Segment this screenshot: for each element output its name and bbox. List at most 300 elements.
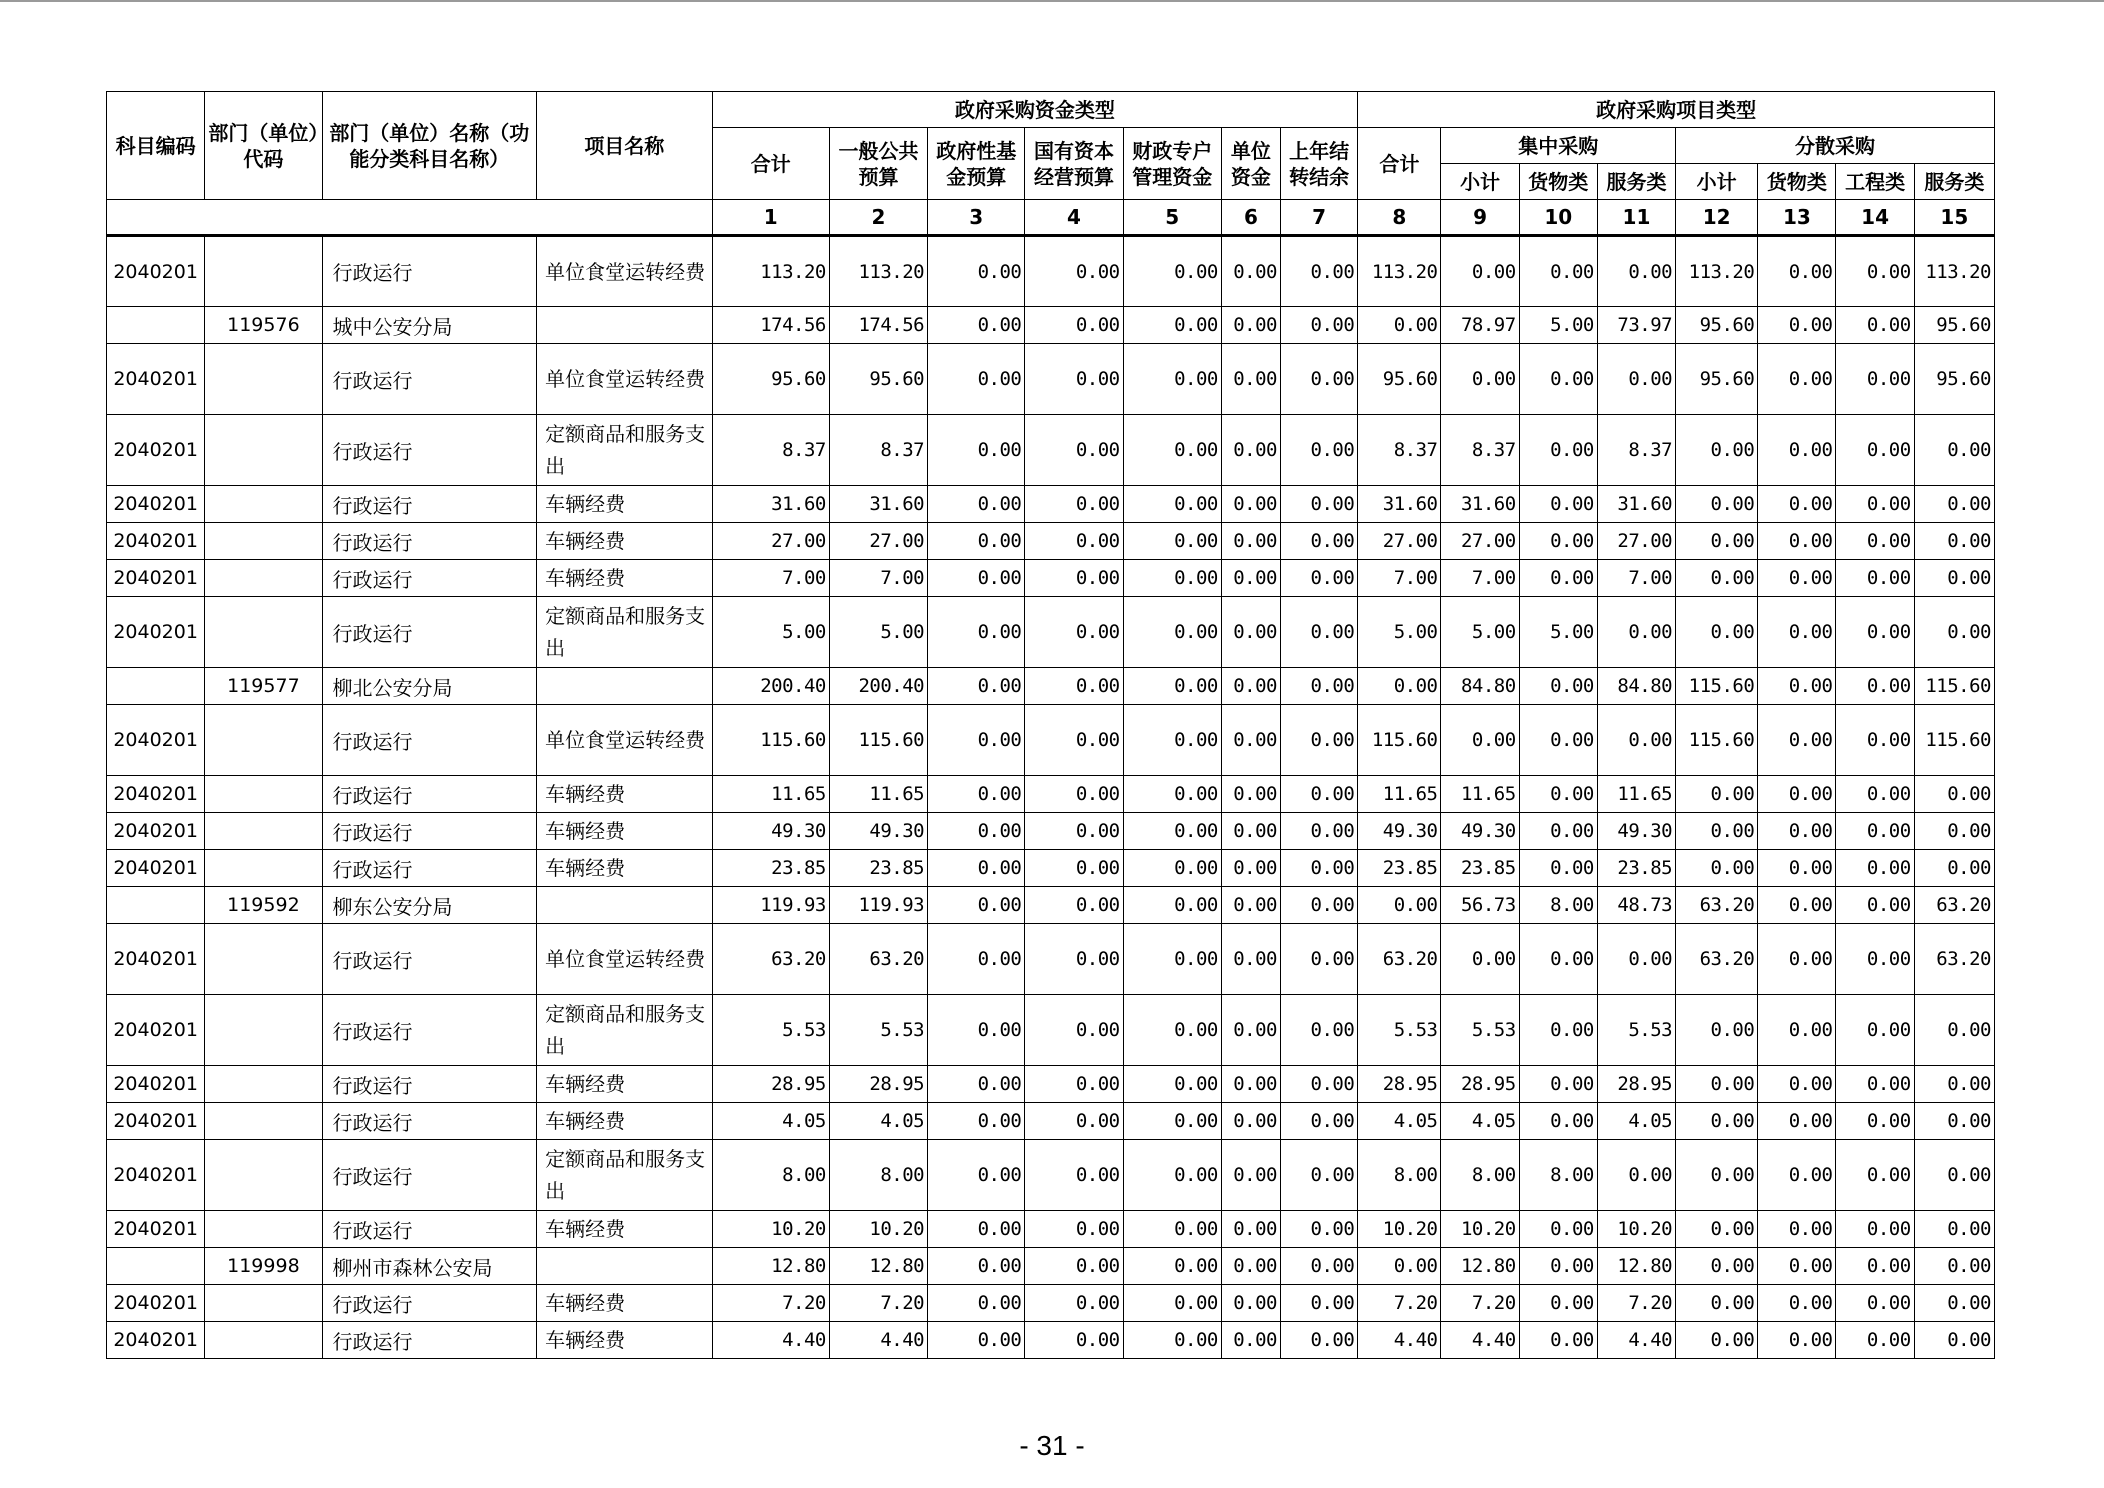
header-fund-col: 合计 <box>712 128 829 200</box>
amount-cell: 23.85 <box>1441 850 1519 887</box>
amount-cell: 0.00 <box>1758 486 1836 523</box>
column-index-cell: 8 <box>1358 200 1441 236</box>
amount-cell: 0.00 <box>1914 776 1994 813</box>
amount-cell: 0.00 <box>1836 1066 1914 1103</box>
dept-name-cell: 柳东公安分局 <box>322 887 537 924</box>
subject-code-cell: 2040201 <box>107 1140 205 1211</box>
header-central-procurement: 集中采购 <box>1441 128 1676 164</box>
amount-cell: 0.00 <box>1914 415 1994 486</box>
amount-cell: 0.00 <box>1221 486 1280 523</box>
amount-cell: 0.00 <box>1836 776 1914 813</box>
subject-code-cell: 2040201 <box>107 597 205 668</box>
header-project-name: 项目名称 <box>537 92 712 200</box>
header-dispersed-col: 服务类 <box>1914 164 1994 200</box>
dept-name-cell: 行政运行 <box>322 813 537 850</box>
amount-cell: 0.00 <box>1123 1103 1221 1140</box>
table-row <box>107 668 1995 705</box>
amount-cell: 0.00 <box>1123 850 1221 887</box>
amount-cell: 0.00 <box>1221 415 1280 486</box>
dept-code-cell <box>205 236 322 307</box>
amount-cell: 0.00 <box>1519 560 1597 597</box>
amount-cell: 0.00 <box>1025 1103 1123 1140</box>
amount-cell: 0.00 <box>1025 813 1123 850</box>
dept-code-cell: 119998 <box>205 1248 322 1285</box>
amount-cell: 0.00 <box>1836 1285 1914 1322</box>
dept-name-cell: 城中公安分局 <box>322 307 537 344</box>
dept-name-cell: 行政运行 <box>322 850 537 887</box>
amount-cell: 27.00 <box>712 523 829 560</box>
amount-cell: 0.00 <box>1758 887 1836 924</box>
amount-cell: 31.60 <box>1358 486 1441 523</box>
column-index-row <box>107 200 1995 236</box>
amount-cell: 0.00 <box>1597 597 1675 668</box>
amount-cell: 0.00 <box>1123 924 1221 995</box>
amount-cell: 0.00 <box>1836 307 1914 344</box>
amount-cell: 0.00 <box>1597 236 1675 307</box>
project-name-cell: 车辆经费 <box>537 560 712 597</box>
header-dispersed-col: 货物类 <box>1758 164 1836 200</box>
amount-cell: 7.00 <box>1441 560 1519 597</box>
amount-cell: 0.00 <box>1280 705 1357 776</box>
dept-code-cell <box>205 1322 322 1359</box>
amount-cell: 0.00 <box>1280 523 1357 560</box>
amount-cell: 7.00 <box>1597 560 1675 597</box>
amount-cell: 0.00 <box>1519 523 1597 560</box>
subject-code-cell <box>107 668 205 705</box>
amount-cell: 28.95 <box>1358 1066 1441 1103</box>
column-index-cell: 4 <box>1025 200 1123 236</box>
amount-cell: 0.00 <box>1221 995 1280 1066</box>
amount-cell: 7.20 <box>712 1285 829 1322</box>
project-name-cell: 车辆经费 <box>537 776 712 813</box>
project-name-cell: 车辆经费 <box>537 850 712 887</box>
dept-name-cell: 行政运行 <box>322 1285 537 1322</box>
project-name-cell: 单位食堂运转经费 <box>537 705 712 776</box>
amount-cell: 0.00 <box>928 1140 1025 1211</box>
amount-cell: 0.00 <box>1836 486 1914 523</box>
amount-cell: 0.00 <box>1758 1066 1836 1103</box>
dept-name-cell: 行政运行 <box>322 705 537 776</box>
project-name-cell: 车辆经费 <box>537 1211 712 1248</box>
dept-code-cell <box>205 850 322 887</box>
amount-cell: 12.80 <box>1441 1248 1519 1285</box>
amount-cell: 23.85 <box>712 850 829 887</box>
amount-cell: 0.00 <box>1123 813 1221 850</box>
column-index-cell: 2 <box>829 200 927 236</box>
amount-cell: 0.00 <box>1676 415 1758 486</box>
amount-cell: 0.00 <box>1123 995 1221 1066</box>
amount-cell: 115.60 <box>829 705 927 776</box>
project-name-cell: 车辆经费 <box>537 1066 712 1103</box>
amount-cell: 0.00 <box>1221 236 1280 307</box>
amount-cell: 0.00 <box>928 1285 1025 1322</box>
amount-cell: 0.00 <box>1758 813 1836 850</box>
amount-cell: 5.00 <box>829 597 927 668</box>
amount-cell: 5.00 <box>1519 307 1597 344</box>
amount-cell: 0.00 <box>1836 1140 1914 1211</box>
subject-code-cell: 2040201 <box>107 486 205 523</box>
header-fund-col: 上年结转结余 <box>1280 128 1357 200</box>
dept-code-cell <box>205 523 322 560</box>
amount-cell: 7.00 <box>712 560 829 597</box>
dept-code-cell <box>205 813 322 850</box>
amount-cell: 73.97 <box>1597 307 1675 344</box>
dept-name-cell: 行政运行 <box>322 1140 537 1211</box>
project-name-cell <box>537 668 712 705</box>
subject-code-cell <box>107 307 205 344</box>
amount-cell: 63.20 <box>1676 924 1758 995</box>
amount-cell: 0.00 <box>1025 523 1123 560</box>
amount-cell: 56.73 <box>1441 887 1519 924</box>
project-name-cell: 车辆经费 <box>537 523 712 560</box>
amount-cell: 0.00 <box>1025 597 1123 668</box>
subject-code-cell: 2040201 <box>107 1285 205 1322</box>
table-row <box>107 813 1995 850</box>
amount-cell: 27.00 <box>1441 523 1519 560</box>
amount-cell: 63.20 <box>712 924 829 995</box>
amount-cell: 8.00 <box>1358 1140 1441 1211</box>
amount-cell: 10.20 <box>1441 1211 1519 1248</box>
project-name-cell: 车辆经费 <box>537 1103 712 1140</box>
amount-cell: 0.00 <box>1758 776 1836 813</box>
amount-cell: 0.00 <box>928 850 1025 887</box>
amount-cell: 0.00 <box>1221 597 1280 668</box>
amount-cell: 0.00 <box>1676 995 1758 1066</box>
dept-name-cell: 行政运行 <box>322 924 537 995</box>
amount-cell: 0.00 <box>1914 813 1994 850</box>
amount-cell: 0.00 <box>1221 560 1280 597</box>
project-name-cell <box>537 887 712 924</box>
subject-code-cell: 2040201 <box>107 523 205 560</box>
amount-cell: 7.20 <box>1358 1285 1441 1322</box>
amount-cell: 0.00 <box>1836 813 1914 850</box>
amount-cell: 0.00 <box>1676 850 1758 887</box>
table-row <box>107 560 1995 597</box>
amount-cell: 0.00 <box>1836 887 1914 924</box>
header-fund-col: 单位资金 <box>1221 128 1280 200</box>
project-name-cell: 车辆经费 <box>537 1322 712 1359</box>
amount-cell: 28.95 <box>712 1066 829 1103</box>
column-index-cell: 11 <box>1597 200 1675 236</box>
column-index-cell: 3 <box>928 200 1025 236</box>
amount-cell: 0.00 <box>1025 344 1123 415</box>
dept-code-cell <box>205 705 322 776</box>
amount-cell: 10.20 <box>712 1211 829 1248</box>
amount-cell: 0.00 <box>1123 560 1221 597</box>
amount-cell: 0.00 <box>1280 486 1357 523</box>
amount-cell: 0.00 <box>1123 1285 1221 1322</box>
amount-cell: 0.00 <box>1221 705 1280 776</box>
amount-cell: 8.37 <box>1358 415 1441 486</box>
amount-cell: 0.00 <box>1123 415 1221 486</box>
amount-cell: 0.00 <box>1280 307 1357 344</box>
amount-cell: 31.60 <box>829 486 927 523</box>
subject-code-cell: 2040201 <box>107 995 205 1066</box>
dept-code-cell <box>205 776 322 813</box>
column-index-cell: 6 <box>1221 200 1280 236</box>
amount-cell: 0.00 <box>928 668 1025 705</box>
amount-cell: 0.00 <box>1519 1322 1597 1359</box>
subject-code-cell: 2040201 <box>107 560 205 597</box>
amount-cell: 5.00 <box>1519 597 1597 668</box>
amount-cell: 0.00 <box>1221 1211 1280 1248</box>
amount-cell: 0.00 <box>1758 1285 1836 1322</box>
amount-cell: 0.00 <box>1221 1140 1280 1211</box>
subject-code-cell: 2040201 <box>107 236 205 307</box>
header-dept-name: 部门（单位）名称（功能分类科目名称） <box>322 92 537 200</box>
table-row <box>107 1066 1995 1103</box>
column-index-cell: 5 <box>1123 200 1221 236</box>
amount-cell: 0.00 <box>1280 1103 1357 1140</box>
amount-cell: 0.00 <box>1280 887 1357 924</box>
subject-code-cell: 2040201 <box>107 924 205 995</box>
amount-cell: 0.00 <box>1597 924 1675 995</box>
subject-code-cell: 2040201 <box>107 776 205 813</box>
amount-cell: 0.00 <box>1758 236 1836 307</box>
column-index-cell: 1 <box>712 200 829 236</box>
amount-cell: 0.00 <box>1914 486 1994 523</box>
amount-cell: 49.30 <box>1597 813 1675 850</box>
amount-cell: 0.00 <box>1914 1322 1994 1359</box>
amount-cell: 200.40 <box>829 668 927 705</box>
column-index-cell: 7 <box>1280 200 1357 236</box>
header-dispersed-col: 工程类 <box>1836 164 1914 200</box>
amount-cell: 4.40 <box>1597 1322 1675 1359</box>
dept-name-cell: 行政运行 <box>322 344 537 415</box>
amount-cell: 8.00 <box>829 1140 927 1211</box>
amount-cell: 0.00 <box>1914 597 1994 668</box>
amount-cell: 115.60 <box>1914 668 1994 705</box>
column-index-cell: 15 <box>1914 200 1994 236</box>
amount-cell: 0.00 <box>1597 1140 1675 1211</box>
amount-cell: 0.00 <box>1221 523 1280 560</box>
dept-name-cell: 行政运行 <box>322 1211 537 1248</box>
amount-cell: 48.73 <box>1597 887 1675 924</box>
table-row <box>107 1322 1995 1359</box>
amount-cell: 0.00 <box>1914 1248 1994 1285</box>
amount-cell: 0.00 <box>928 995 1025 1066</box>
project-name-cell <box>537 307 712 344</box>
table-body <box>107 236 1995 1359</box>
amount-cell: 0.00 <box>1836 415 1914 486</box>
amount-cell: 0.00 <box>1280 597 1357 668</box>
amount-cell: 0.00 <box>1519 236 1597 307</box>
amount-cell: 0.00 <box>1280 668 1357 705</box>
dept-code-cell <box>205 1140 322 1211</box>
dept-code-cell <box>205 1103 322 1140</box>
amount-cell: 5.53 <box>1597 995 1675 1066</box>
dept-name-cell: 行政运行 <box>322 597 537 668</box>
amount-cell: 174.56 <box>829 307 927 344</box>
amount-cell: 0.00 <box>1025 1248 1123 1285</box>
header-project-type: 政府采购项目类型 <box>1358 92 1995 128</box>
column-index-cell: 10 <box>1519 200 1597 236</box>
amount-cell: 31.60 <box>1441 486 1519 523</box>
amount-cell: 0.00 <box>928 705 1025 776</box>
subject-code-cell: 2040201 <box>107 1211 205 1248</box>
amount-cell: 0.00 <box>1914 523 1994 560</box>
dept-code-cell <box>205 995 322 1066</box>
amount-cell: 0.00 <box>1123 1322 1221 1359</box>
dept-name-cell: 柳州市森林公安局 <box>322 1248 537 1285</box>
amount-cell: 0.00 <box>1758 415 1836 486</box>
table-row <box>107 597 1995 668</box>
amount-cell: 31.60 <box>1597 486 1675 523</box>
amount-cell: 0.00 <box>1221 776 1280 813</box>
amount-cell: 0.00 <box>1280 924 1357 995</box>
amount-cell: 0.00 <box>1221 1322 1280 1359</box>
amount-cell: 0.00 <box>1676 486 1758 523</box>
amount-cell: 4.05 <box>1441 1103 1519 1140</box>
amount-cell: 4.40 <box>1358 1322 1441 1359</box>
header-central-col: 货物类 <box>1519 164 1597 200</box>
amount-cell: 0.00 <box>1123 597 1221 668</box>
amount-cell: 0.00 <box>1914 995 1994 1066</box>
amount-cell: 8.00 <box>1519 887 1597 924</box>
amount-cell: 28.95 <box>829 1066 927 1103</box>
table-row <box>107 344 1995 415</box>
amount-cell: 0.00 <box>1221 307 1280 344</box>
amount-cell: 95.60 <box>1676 344 1758 415</box>
amount-cell: 0.00 <box>1025 486 1123 523</box>
amount-cell: 0.00 <box>1025 236 1123 307</box>
amount-cell: 0.00 <box>1123 1211 1221 1248</box>
table-row <box>107 1140 1995 1211</box>
amount-cell: 0.00 <box>1519 668 1597 705</box>
amount-cell: 0.00 <box>1441 705 1519 776</box>
amount-cell: 8.37 <box>829 415 927 486</box>
amount-cell: 8.37 <box>712 415 829 486</box>
header-fund-col: 国有资本经营预算 <box>1025 128 1123 200</box>
amount-cell: 0.00 <box>1758 995 1836 1066</box>
amount-cell: 0.00 <box>928 887 1025 924</box>
table-row <box>107 1248 1995 1285</box>
amount-cell: 95.60 <box>712 344 829 415</box>
amount-cell: 0.00 <box>1025 1066 1123 1103</box>
amount-cell: 0.00 <box>1280 1248 1357 1285</box>
amount-cell: 115.60 <box>1676 705 1758 776</box>
amount-cell: 0.00 <box>1758 523 1836 560</box>
table-row <box>107 1285 1995 1322</box>
table-row <box>107 236 1995 307</box>
amount-cell: 0.00 <box>1123 1140 1221 1211</box>
amount-cell: 0.00 <box>1914 1285 1994 1322</box>
amount-cell: 113.20 <box>1358 236 1441 307</box>
amount-cell: 0.00 <box>1123 236 1221 307</box>
subject-code-cell: 2040201 <box>107 1066 205 1103</box>
amount-cell: 95.60 <box>829 344 927 415</box>
amount-cell: 0.00 <box>1025 560 1123 597</box>
amount-cell: 0.00 <box>1676 560 1758 597</box>
subject-code-cell: 2040201 <box>107 344 205 415</box>
amount-cell: 5.53 <box>1441 995 1519 1066</box>
amount-cell: 0.00 <box>1025 924 1123 995</box>
amount-cell: 0.00 <box>1123 523 1221 560</box>
amount-cell: 0.00 <box>1914 1211 1994 1248</box>
amount-cell: 0.00 <box>1676 1211 1758 1248</box>
table-row <box>107 1103 1995 1140</box>
amount-cell: 0.00 <box>1836 995 1914 1066</box>
amount-cell: 0.00 <box>1519 776 1597 813</box>
amount-cell: 0.00 <box>1358 1248 1441 1285</box>
amount-cell: 0.00 <box>1758 307 1836 344</box>
amount-cell: 0.00 <box>928 924 1025 995</box>
table-row <box>107 995 1995 1066</box>
amount-cell: 0.00 <box>1676 1066 1758 1103</box>
amount-cell: 95.60 <box>1914 344 1994 415</box>
amount-cell: 0.00 <box>928 236 1025 307</box>
amount-cell: 0.00 <box>1676 1248 1758 1285</box>
amount-cell: 0.00 <box>1358 307 1441 344</box>
amount-cell: 115.60 <box>712 705 829 776</box>
amount-cell: 0.00 <box>1280 850 1357 887</box>
project-name-cell: 定额商品和服务支出 <box>537 995 712 1066</box>
amount-cell: 7.20 <box>1597 1285 1675 1322</box>
amount-cell: 0.00 <box>1025 705 1123 776</box>
amount-cell: 113.20 <box>712 236 829 307</box>
header-fund-col: 政府性基金预算 <box>928 128 1025 200</box>
project-name-cell: 定额商品和服务支出 <box>537 1140 712 1211</box>
table-row <box>107 307 1995 344</box>
amount-cell: 11.65 <box>1358 776 1441 813</box>
amount-cell: 49.30 <box>829 813 927 850</box>
dept-name-cell: 柳北公安分局 <box>322 668 537 705</box>
amount-cell: 49.30 <box>712 813 829 850</box>
amount-cell: 113.20 <box>829 236 927 307</box>
amount-cell: 0.00 <box>1836 668 1914 705</box>
amount-cell: 0.00 <box>1758 668 1836 705</box>
header-central-col: 服务类 <box>1597 164 1675 200</box>
amount-cell: 0.00 <box>928 1322 1025 1359</box>
dept-name-cell: 行政运行 <box>322 776 537 813</box>
amount-cell: 0.00 <box>1758 1322 1836 1359</box>
amount-cell: 84.80 <box>1441 668 1519 705</box>
amount-cell: 0.00 <box>1836 924 1914 995</box>
dept-code-cell: 119577 <box>205 668 322 705</box>
header-dispersed-procurement: 分散采购 <box>1676 128 1995 164</box>
dept-code-cell <box>205 1211 322 1248</box>
amount-cell: 8.00 <box>1441 1140 1519 1211</box>
amount-cell: 0.00 <box>1280 560 1357 597</box>
amount-cell: 49.30 <box>1441 813 1519 850</box>
amount-cell: 0.00 <box>1676 1322 1758 1359</box>
amount-cell: 0.00 <box>928 344 1025 415</box>
amount-cell: 11.65 <box>1441 776 1519 813</box>
amount-cell: 11.65 <box>829 776 927 813</box>
column-index-cell: 14 <box>1836 200 1914 236</box>
amount-cell: 0.00 <box>1280 776 1357 813</box>
amount-cell: 12.80 <box>829 1248 927 1285</box>
page-top-rule <box>0 0 2104 2</box>
table-row <box>107 924 1995 995</box>
dept-name-cell: 行政运行 <box>322 1066 537 1103</box>
amount-cell: 115.60 <box>1914 705 1994 776</box>
amount-cell: 0.00 <box>928 597 1025 668</box>
amount-cell: 12.80 <box>712 1248 829 1285</box>
amount-cell: 23.85 <box>829 850 927 887</box>
amount-cell: 0.00 <box>1441 344 1519 415</box>
table-row <box>107 705 1995 776</box>
amount-cell: 11.65 <box>1597 776 1675 813</box>
dept-code-cell <box>205 1285 322 1322</box>
project-name-cell <box>537 1248 712 1285</box>
amount-cell: 0.00 <box>1025 776 1123 813</box>
amount-cell: 0.00 <box>1280 1285 1357 1322</box>
amount-cell: 27.00 <box>829 523 927 560</box>
table-row <box>107 850 1995 887</box>
dept-code-cell <box>205 924 322 995</box>
amount-cell: 0.00 <box>1758 1211 1836 1248</box>
